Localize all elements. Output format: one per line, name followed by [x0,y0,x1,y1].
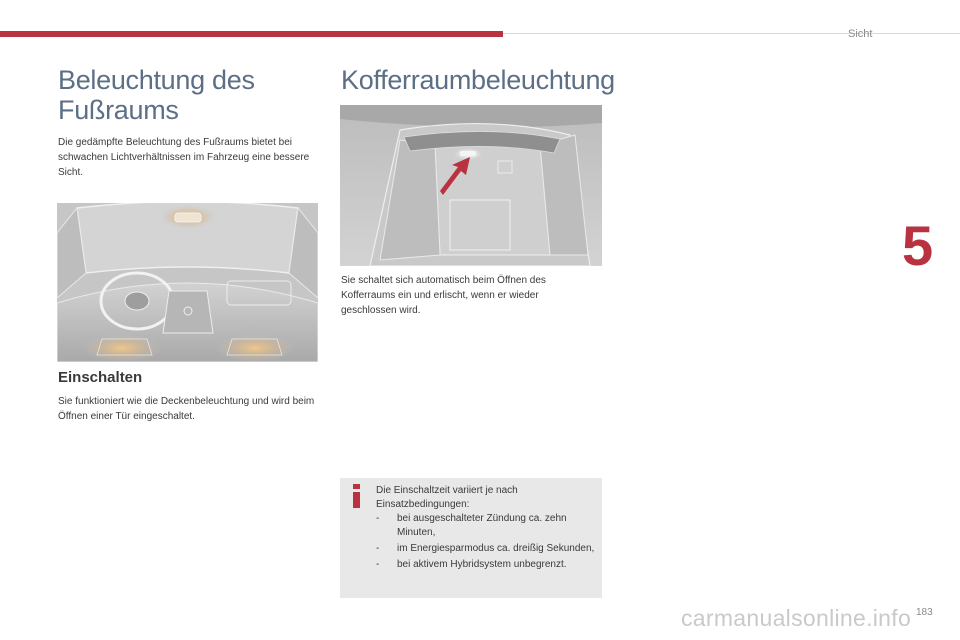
info-box [340,478,602,598]
info-item-hybrid-active: bei aktivem Hybridsystem unbegrenzt. [397,559,567,570]
info-item-energy-saving: im Energiesparmodus ca. dreißig Sekunden, [397,543,595,554]
chapter-number: 5 [902,214,934,277]
list-item: - im Energiesparmodus ca. dreißig Sekunden, [376,543,595,554]
info-list [376,512,598,574]
watermark: carmanualsonline.info [681,605,912,631]
list-item: - bei aktivem Hybridsystem unbegrenzt. [376,559,567,570]
info-item-ignition-off: bei ausgeschalteter Zündung ca. zehn Minuten, [397,513,567,538]
boot-lighting-title: Kofferraumbeleuchtung [341,65,615,95]
cabin-footwell-illustration [57,203,318,362]
chapter-accent-bar [0,31,503,37]
boot-lighting-text: Sie schaltet sich automatisch beim Öffnen des Kofferraums ein und erlischt, wenn er wieder geschlossen wird. [341,275,546,316]
footwell-lighting-title: Beleuchtung des Fußraums [58,65,255,125]
chapter-label: Sicht [848,28,873,40]
footwell-lighting-intro: Die gedämpfte Beleuchtung des Fußraums bietet bei schwachen Lichtverhältnissen im Fahrzeug eine bessere Sicht. [58,137,310,178]
switching-on-text: Sie funktioniert wie die Deckenbeleuchtung und wird beim Öffnen einer Tür eingeschaltet. [58,396,315,422]
boot-lamp-illustration [340,105,602,266]
info-icon [350,484,364,508]
page-number: 183 [916,607,933,618]
header-rule [503,33,960,34]
switching-on-heading: Einschalten [58,369,143,386]
info-intro: Die Einschaltzeit variiert je nach Einsatzbedingungen: [376,485,518,510]
list-item: - bei ausgeschalteter Zündung ca. zehn Minuten, [376,513,567,538]
